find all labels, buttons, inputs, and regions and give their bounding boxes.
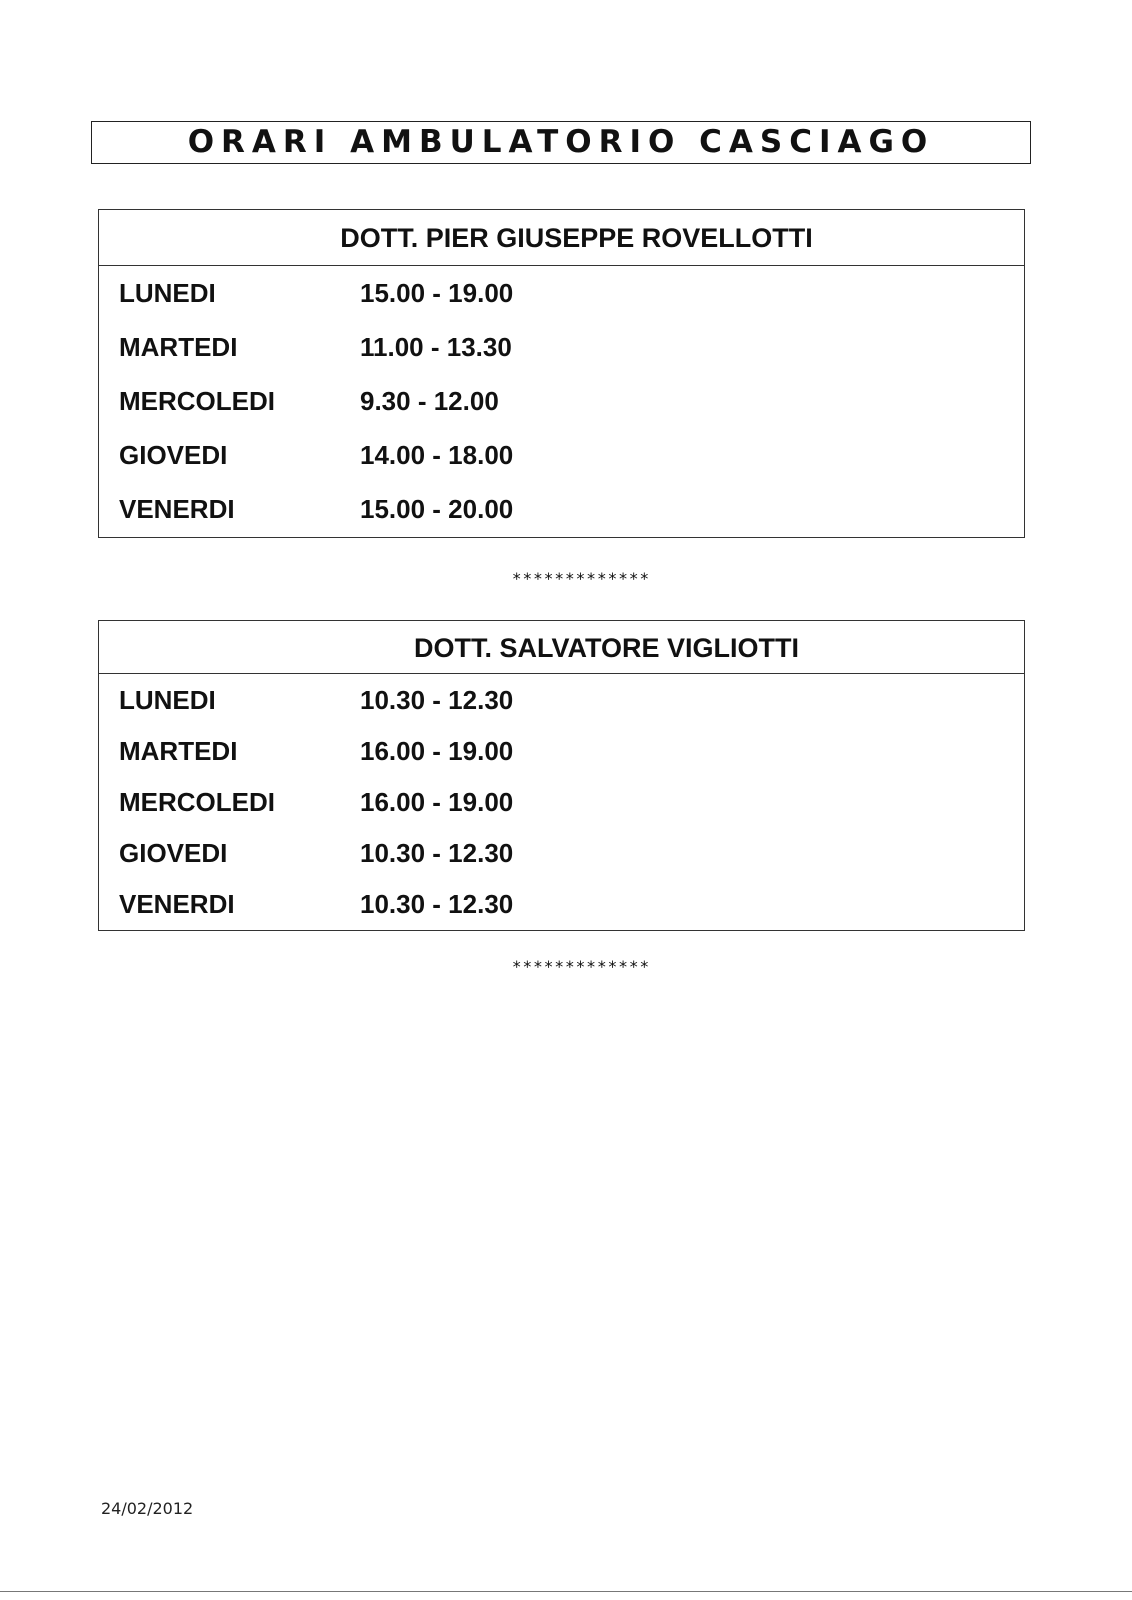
doctor-name: DOTT. PIER GIUSEPPE ROVELLOTTI xyxy=(340,223,813,253)
hours-value: 10.30 - 12.30 xyxy=(360,838,514,868)
hours-value: 10.30 - 12.30 xyxy=(360,685,514,715)
schedule-row xyxy=(99,320,1024,374)
schedule-row xyxy=(99,725,1024,776)
schedule-row xyxy=(99,374,1024,428)
page-bottom-rule xyxy=(0,1591,1132,1592)
day-label: VENERDI xyxy=(119,494,235,524)
doctor-name: DOTT. SALVATORE VIGLIOTTI xyxy=(413,633,799,663)
day-label: GIOVEDI xyxy=(119,440,228,470)
doctor-schedule-box-vigliotti xyxy=(98,620,1025,931)
schedule-row xyxy=(99,776,1024,827)
schedule-list xyxy=(99,266,1024,536)
hours-value: 16.00 - 19.00 xyxy=(360,787,514,817)
schedule-row xyxy=(99,674,1024,725)
day-label: MARTEDI xyxy=(119,736,238,766)
doctor-header xyxy=(99,621,1024,674)
hours-value: 15.00 - 19.00 xyxy=(360,278,514,308)
day-label: MERCOLEDI xyxy=(119,386,275,416)
schedule-row xyxy=(99,266,1024,320)
day-label: GIOVEDI xyxy=(119,838,228,868)
hours-value: 11.00 - 13.30 xyxy=(360,332,512,362)
day-label: MARTEDI xyxy=(119,332,238,362)
doctor-schedule-box-rovellotti xyxy=(98,209,1025,538)
doctor-header xyxy=(99,210,1024,266)
hours-value: 15.00 - 20.00 xyxy=(360,494,514,524)
schedule-row xyxy=(99,827,1024,878)
separator-asterisks: ************* xyxy=(511,569,651,588)
schedule-row xyxy=(99,482,1024,536)
separator-asterisks: ************* xyxy=(511,957,651,976)
schedule-list xyxy=(99,674,1024,929)
footer-date: 24/02/2012 xyxy=(101,1499,194,1518)
page-title: ORARI AMBULATORIO CASCIAGO xyxy=(91,121,1031,164)
schedule-row xyxy=(99,878,1024,929)
hours-value: 9.30 - 12.00 xyxy=(360,386,499,416)
schedule-row xyxy=(99,428,1024,482)
hours-value: 16.00 - 19.00 xyxy=(360,736,514,766)
day-label: LUNEDI xyxy=(119,278,216,308)
day-label: MERCOLEDI xyxy=(119,787,275,817)
hours-value: 14.00 - 18.00 xyxy=(360,440,514,470)
day-label: LUNEDI xyxy=(119,685,216,715)
hours-value: 10.30 - 12.30 xyxy=(360,889,514,919)
day-label: VENERDI xyxy=(119,889,235,919)
